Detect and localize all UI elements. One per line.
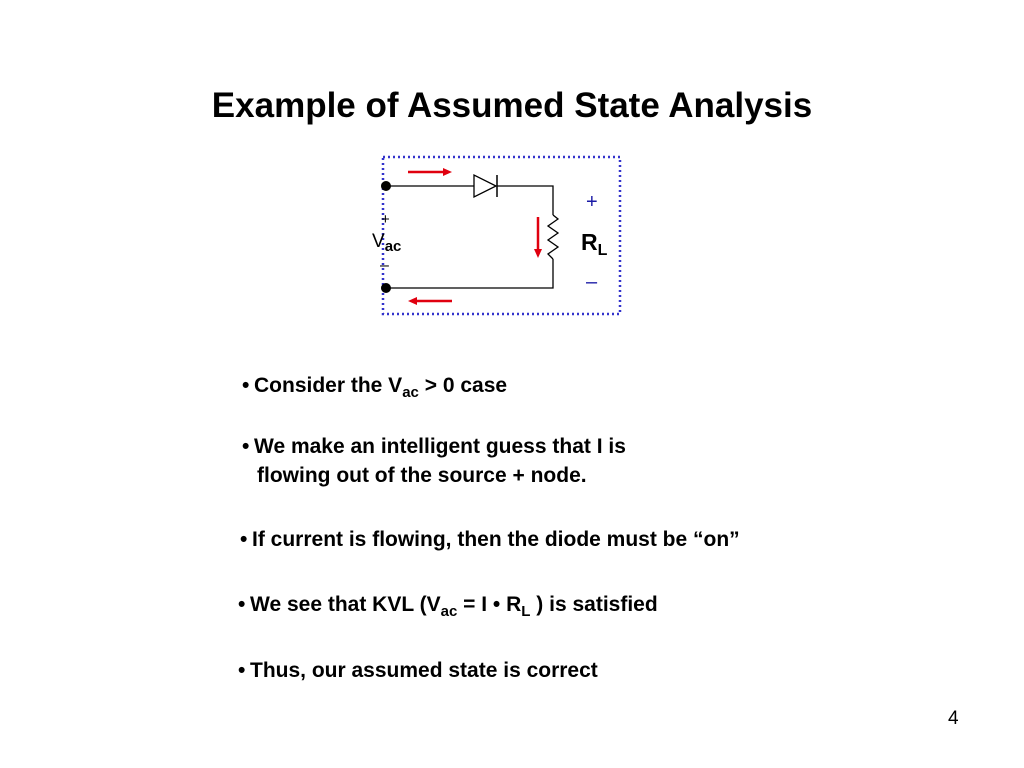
bullet-text: ) is satisfied [530, 593, 658, 616]
bullet-dot: • [240, 528, 248, 551]
load-minus-sign: – [586, 271, 598, 293]
source-plus-sign: + [381, 211, 390, 228]
bullet-state-correct [238, 656, 598, 685]
current-arrow-bottom [408, 297, 452, 305]
current-arrow-top [408, 168, 452, 176]
bullet-text-line2: flowing out of the source + node. [257, 464, 587, 487]
resistor-symbol [548, 215, 558, 259]
bullet-kvl-satisfied [238, 590, 658, 619]
bullet-diode-on [240, 525, 740, 554]
source-label-main: V [372, 231, 385, 252]
load-label-sub: L [597, 242, 608, 259]
bullet-text-line1: We make an intelligent guess that I is [254, 435, 626, 458]
bullet-subscript: ac [440, 603, 458, 620]
source-plus-terminal [381, 181, 391, 191]
bullet-text: Consider the V [254, 374, 403, 397]
source-label-sub: ac [384, 238, 402, 255]
load-label [581, 229, 608, 259]
load-label-main: R [581, 229, 598, 255]
source-minus-sign: – [380, 257, 389, 274]
bullet-text: = I • R [457, 593, 522, 616]
page-number: 4 [948, 708, 959, 729]
bullet-intelligent-guess [242, 432, 626, 490]
bullet-text: If current is flowing, then the diode must be “on” [252, 528, 740, 551]
bullet-dot: • [242, 374, 250, 397]
bullet-text: Thus, our assumed state is correct [250, 659, 598, 682]
bullet-consider-case [242, 371, 507, 400]
source-label [372, 231, 401, 255]
diode-symbol [474, 175, 497, 197]
bullet-dot: • [242, 435, 250, 458]
bottom-wire [387, 259, 553, 288]
current-arrow-resistor [534, 217, 542, 258]
bullet-text: > 0 case [418, 374, 508, 397]
bullet-subscript: L [521, 603, 531, 620]
bullet-dot: • [238, 593, 246, 616]
source-minus-terminal [381, 283, 391, 293]
bullet-subscript: ac [402, 384, 419, 401]
bullet-dot: • [238, 659, 246, 682]
load-plus-sign: + [586, 191, 598, 213]
bullet-text: We see that KVL (V [250, 593, 441, 616]
slide-title: Example of Assumed State Analysis [211, 86, 813, 125]
top-wire [387, 186, 553, 215]
